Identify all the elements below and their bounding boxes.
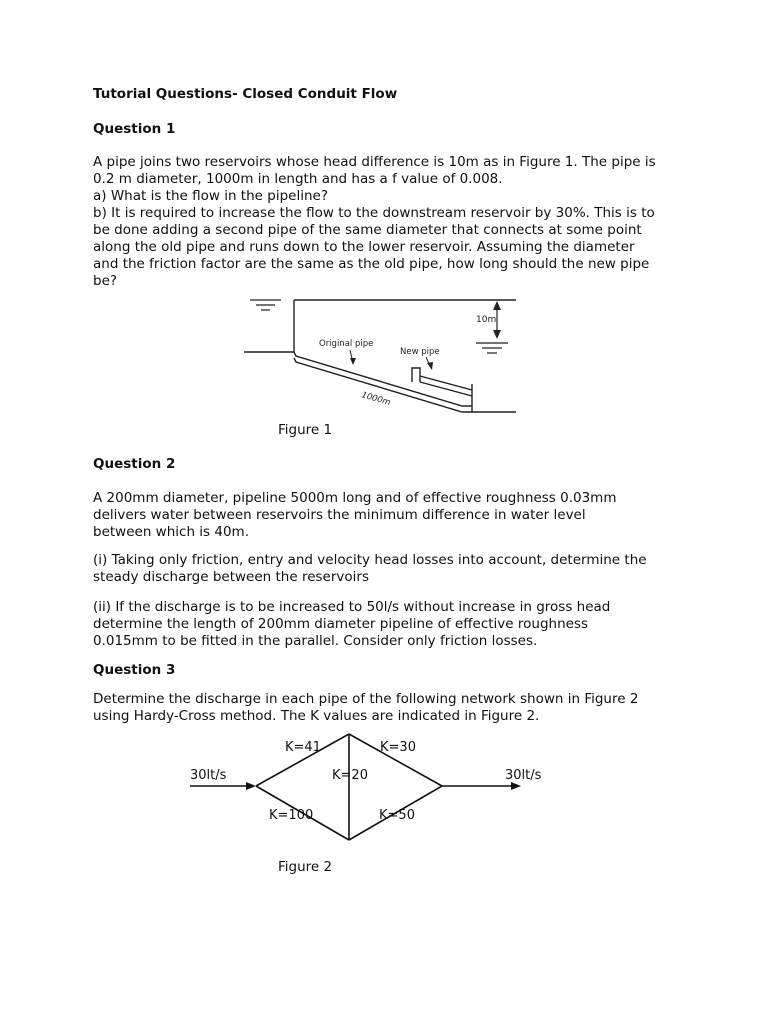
figure-2-network-diagram [180,730,550,845]
k-top-right: K=30 [380,740,416,755]
q2-line: between which is 40m. [93,524,249,540]
q1-line: A pipe joins two reservoirs whose head difference is 10m as in Figure 1. The pipe is [93,154,656,170]
q1-line: a) What is the flow in the pipeline? [93,188,328,204]
question-2-paragraph-3 [93,599,675,650]
water-surface-symbol-lower [476,343,508,353]
q3-line: using Hardy-Cross method. The K values are indicated in Figure 2. [93,708,540,724]
inflow-label: 30lt/s [190,768,227,783]
water-surface-symbol-upper [250,300,281,310]
outflow-label: 30lt/s [505,768,542,783]
k-middle: K=20 [332,768,368,783]
q1-line: b) It is required to increase the flow to the downstream reservoir by 30%. This is to [93,205,655,221]
figure-1-diagram [240,290,530,420]
question-3-text [93,691,675,725]
label-1000m: 1000m [360,390,392,409]
q1-line: 0.2 m diameter, 1000m in length and has a f value of 0.008. [93,171,503,187]
q2-line: A 200mm diameter, pipeline 5000m long and of effective roughness 0.03mm [93,490,617,506]
question-1-heading: Question 1 [93,121,176,137]
q1-line: be? [93,273,118,289]
question-2-paragraph-1 [93,490,675,541]
q2-line: 0.015mm to be fitted in the parallel. Consider only friction losses. [93,633,538,649]
figure-2-caption: Figure 2 [278,859,333,875]
label-new-pipe: New pipe [400,347,440,357]
question-1-text [93,154,675,290]
figure-1-caption: Figure 1 [278,422,333,438]
k-bottom-left: K=100 [269,808,314,823]
k-bottom-right: K=50 [379,808,415,823]
q2-line: (ii) If the discharge is to be increased to 50l/s without increase in gross head [93,599,611,615]
q1-line: and the friction factor are the same as the old pipe, how long should the new pipe [93,256,650,272]
label-original-pipe: Original pipe [319,339,374,349]
q2-line: determine the length of 200mm diameter pipeline of effective roughness [93,616,589,632]
question-2-paragraph-2 [93,552,675,586]
q3-line: Determine the discharge in each pipe of the following network shown in Figure 2 [93,691,639,707]
q2-line: delivers water between reservoirs the minimum difference in water level [93,507,586,523]
question-2-heading: Question 2 [93,456,176,472]
q1-line: be done adding a second pipe of the same diameter that connects at some point [93,222,642,238]
page-title: Tutorial Questions- Closed Conduit Flow [93,86,398,102]
q2-line: (i) Taking only friction, entry and velocity head losses into account, determine the [93,552,647,568]
k-top-left: K=41 [285,740,321,755]
q1-line: along the old pipe and runs down to the lower reservoir. Assuming the diameter [93,239,635,255]
q2-line: steady discharge between the reservoirs [93,569,369,585]
label-10m: 10m [476,315,497,325]
question-3-heading: Question 3 [93,662,176,678]
